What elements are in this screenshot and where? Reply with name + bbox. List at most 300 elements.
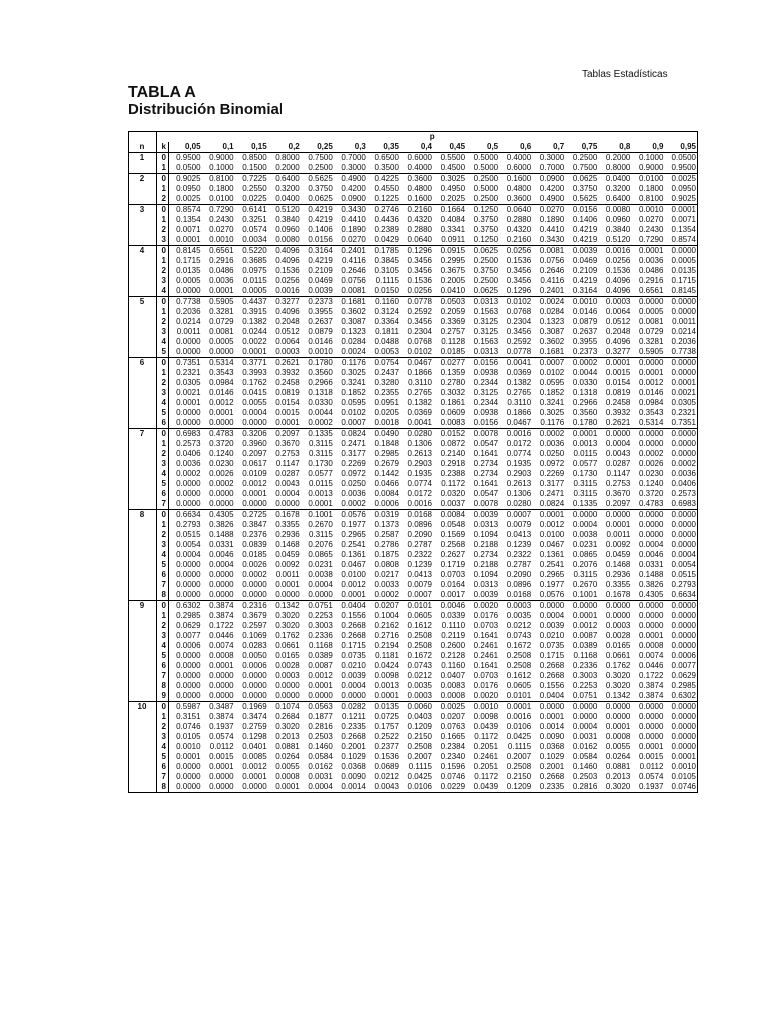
table-row [129, 398, 698, 408]
probability-cell: 0.2903 [506, 469, 532, 478]
probability-cell: 0.1318 [572, 388, 598, 397]
probability-cell: 0.7225 [235, 174, 268, 185]
probability-cell: 0.2001 [539, 762, 565, 771]
probability-cell: 0.4000 [407, 163, 432, 172]
probability-cell: 0.2903 [407, 459, 432, 468]
probability-cell: 0.9500 [664, 163, 697, 174]
probability-cell: 0.0400 [275, 194, 300, 203]
probability-cell: 0.3115 [308, 449, 333, 458]
n-value: 2 [129, 174, 157, 185]
probability-cell: 0.0000 [664, 631, 697, 641]
probability-cell: 0.1641 [473, 449, 499, 458]
probability-cell: 0.2985 [176, 611, 201, 620]
probability-cell: 0.1342 [268, 601, 301, 612]
probability-cell: 0.0002 [209, 479, 234, 488]
probability-cell: 0.3543 [209, 368, 234, 377]
probability-cell: 0.1250 [473, 235, 499, 244]
k-value: 4 [157, 742, 169, 752]
probability-cell: 0.0080 [598, 205, 631, 216]
probability-cell: 0.1211 [342, 712, 366, 721]
probability-cell: 0.2668 [539, 772, 565, 781]
probability-cell: 0.0212 [407, 671, 432, 680]
probability-cell: 0.1240 [638, 479, 664, 488]
probability-cell: 0.1665 [440, 732, 466, 741]
probability-cell: 0.0746 [176, 722, 201, 731]
probability-cell: 0.0951 [374, 398, 399, 407]
probability-cell: 0.4219 [572, 225, 598, 234]
probability-cell: 0.1785 [367, 246, 400, 257]
probability-cell: 0.2668 [539, 661, 565, 670]
probability-cell: 0.1172 [474, 732, 499, 741]
probability-cell: 0.9025 [664, 194, 697, 205]
probability-cell: 0.3200 [275, 184, 300, 193]
probability-cell: 0.0005 [664, 256, 697, 266]
probability-cell: 0.0002 [664, 459, 697, 469]
probability-cell: 0.0079 [407, 580, 432, 589]
probability-cell: 0.2007 [506, 752, 532, 761]
probability-cell: 0.2373 [572, 347, 598, 356]
probability-cell: 0.0001 [209, 286, 234, 295]
probability-cell: 0.5120 [605, 235, 631, 244]
probability-cell: 0.3826 [209, 520, 234, 529]
probability-cell: 0.0488 [374, 337, 399, 346]
probability-cell: 0.4436 [374, 215, 399, 224]
probability-cell: 0.0250 [539, 449, 565, 458]
probability-cell: 0.0081 [638, 317, 664, 326]
probability-cell: 0.0808 [374, 560, 399, 569]
table-row [129, 520, 698, 530]
probability-cell: 0.0000 [242, 691, 267, 700]
probability-cell: 0.3932 [275, 368, 300, 377]
probability-cell: 0.1361 [539, 550, 565, 559]
probability-cell: 0.3955 [308, 307, 333, 316]
n-value: 9 [129, 601, 157, 612]
probability-cell: 0.1335 [572, 499, 598, 508]
probability-cell: 0.0156 [473, 418, 499, 427]
k-value: 4 [157, 337, 169, 347]
table-row [129, 163, 698, 174]
probability-cell: 0.2401 [539, 286, 565, 295]
probability-cell: 0.0000 [176, 661, 201, 670]
probability-cell: 0.2322 [506, 550, 532, 559]
probability-cell: 0.2388 [440, 469, 466, 478]
k-value: 5 [157, 347, 169, 358]
probability-cell: 0.0007 [341, 418, 366, 427]
probability-cell: 0.0004 [605, 439, 631, 448]
probability-cell: 0.0000 [176, 489, 201, 498]
probability-cell: 0.5120 [268, 205, 301, 216]
probability-cell: 0.1004 [374, 611, 399, 620]
probability-cell: 0.2592 [407, 307, 432, 316]
probability-cell: 0.0039 [473, 590, 499, 599]
probability-cell: 0.2780 [440, 378, 466, 387]
probability-cell: 0.0016 [506, 712, 532, 721]
p-value-header: 0,75 [565, 142, 598, 153]
probability-cell: 0.0083 [440, 418, 466, 427]
probability-cell: 0.0156 [466, 358, 499, 369]
probability-cell: 0.2097 [268, 429, 301, 440]
table-row [129, 479, 698, 489]
probability-cell: 0.0467 [400, 358, 433, 369]
document-header: Tablas Estadísticas [582, 69, 668, 80]
probability-cell: 0.1596 [440, 762, 466, 771]
p-value-header: 0,2 [268, 142, 301, 153]
n-value [129, 317, 157, 327]
probability-cell: 0.2188 [473, 560, 499, 569]
probability-cell: 0.1069 [242, 631, 267, 640]
probability-cell: 0.5625 [301, 174, 334, 185]
probability-cell: 0.4219 [572, 235, 598, 244]
probability-cell: 0.0313 [473, 580, 499, 589]
probability-cell: 0.0000 [664, 712, 697, 722]
probability-cell: 0.2076 [308, 540, 333, 549]
probability-cell: 0.0084 [374, 489, 399, 498]
probability-cell: 0.0165 [275, 651, 300, 660]
probability-cell: 0.0469 [308, 276, 333, 285]
probability-cell: 0.9025 [169, 174, 202, 185]
probability-cell: 0.0152 [433, 429, 466, 440]
probability-cell: 0.2965 [539, 570, 565, 579]
probability-cell: 0.2508 [407, 631, 432, 640]
probability-cell: 0.2013 [605, 772, 631, 781]
n-value [129, 631, 157, 641]
probability-cell: 0.7290 [638, 235, 664, 244]
probability-cell: 0.0001 [638, 631, 664, 640]
probability-cell: 0.0000 [664, 297, 697, 308]
probability-cell: 0.1382 [407, 398, 432, 407]
probability-cell: 0.0080 [275, 235, 300, 244]
probability-cell: 0.0000 [209, 347, 234, 356]
probability-cell: 0.2355 [374, 388, 399, 397]
probability-cell: 0.0250 [341, 479, 366, 488]
column-header-row [129, 142, 698, 153]
probability-cell: 0.1722 [209, 621, 234, 630]
probability-cell: 0.0033 [374, 580, 399, 589]
probability-cell: 0.0486 [638, 266, 664, 275]
probability-cell: 0.0331 [638, 560, 664, 569]
probability-cell: 0.0001 [664, 378, 697, 388]
probability-cell: 0.3685 [242, 256, 267, 265]
probability-cell: 0.0041 [499, 358, 532, 369]
probability-cell: 0.3105 [374, 266, 399, 275]
p-value-header: 0,45 [433, 142, 466, 153]
probability-cell: 0.0865 [308, 550, 333, 559]
probability-cell: 0.0548 [440, 520, 466, 529]
probability-cell: 0.0102 [499, 297, 532, 308]
table-row [129, 550, 698, 560]
k-value: 5 [157, 560, 169, 570]
probability-cell: 0.0026 [242, 560, 267, 569]
probability-cell: 0.0035 [506, 611, 532, 620]
probability-cell: 0.2734 [473, 459, 499, 468]
probability-cell: 0.1641 [473, 661, 499, 670]
table-row [129, 297, 698, 308]
probability-cell: 0.3771 [235, 358, 268, 369]
probability-cell: 0.0168 [506, 590, 532, 599]
probability-cell: 0.8000 [605, 163, 631, 172]
probability-cell: 0.0972 [341, 469, 366, 478]
probability-cell: 0.3874 [209, 611, 234, 620]
probability-cell: 0.4900 [334, 174, 367, 185]
probability-cell: 0.0098 [374, 671, 399, 680]
probability-cell: 0.6983 [169, 429, 202, 440]
probability-cell: 0.0469 [572, 256, 598, 265]
probability-cell: 0.0424 [374, 661, 399, 670]
n-value [129, 215, 157, 225]
probability-cell: 0.2269 [539, 469, 565, 478]
probability-cell: 0.2471 [539, 489, 565, 498]
table-row [129, 712, 698, 722]
probability-cell: 0.2621 [268, 358, 301, 369]
probability-cell: 0.3675 [440, 266, 466, 275]
probability-cell: 0.0406 [664, 479, 697, 489]
probability-cell: 0.1000 [209, 163, 234, 172]
probability-cell: 0.0872 [440, 439, 466, 448]
probability-cell: 0.0112 [209, 742, 234, 751]
probability-cell: 0.0013 [374, 681, 399, 690]
probability-cell: 0.0102 [341, 408, 366, 417]
probability-cell: 0.0413 [407, 570, 432, 579]
probability-cell: 0.2336 [572, 661, 598, 670]
probability-cell: 0.0001 [605, 722, 631, 731]
probability-cell: 0.0028 [275, 661, 300, 670]
n-value [129, 449, 157, 459]
probability-cell: 0.0415 [242, 388, 267, 397]
probability-cell: 0.1147 [606, 469, 631, 478]
n-value [129, 479, 157, 489]
probability-cell: 0.2458 [275, 378, 300, 387]
probability-cell: 0.0938 [473, 408, 499, 417]
probability-cell: 0.1681 [539, 347, 565, 356]
probability-cell: 0.0490 [367, 429, 400, 440]
probability-cell: 0.4116 [540, 276, 565, 285]
probability-cell: 0.0729 [209, 317, 234, 326]
probability-cell: 0.2128 [440, 651, 466, 660]
probability-cell: 0.6634 [169, 510, 202, 521]
table-row [129, 276, 698, 286]
probability-cell: 0.3115 [573, 479, 598, 488]
k-value: 1 [157, 256, 169, 266]
probability-cell: 0.0577 [572, 459, 598, 468]
probability-cell: 0.0000 [209, 499, 234, 508]
probability-cell: 0.4096 [268, 246, 301, 257]
table-row [129, 742, 698, 752]
probability-cell: 0.4200 [539, 184, 565, 193]
probability-cell: 0.7000 [539, 163, 565, 172]
probability-cell: 0.0011 [664, 317, 697, 327]
probability-cell: 0.2716 [374, 631, 399, 640]
probability-cell: 0.0008 [209, 651, 234, 660]
n-value [129, 621, 157, 631]
probability-cell: 0.3874 [638, 691, 664, 700]
k-value: 6 [157, 489, 169, 499]
probability-cell: 0.0092 [605, 540, 631, 549]
probability-cell: 0.0000 [209, 590, 234, 599]
probability-cell: 0.4219 [308, 256, 333, 265]
probability-cell: 0.0547 [473, 439, 499, 448]
probability-cell: 0.3826 [638, 580, 664, 589]
probability-cell: 0.0574 [209, 732, 234, 741]
probability-cell: 0.0413 [506, 530, 532, 539]
probability-cell: 0.0217 [374, 570, 399, 579]
probability-cell: 0.3993 [242, 368, 267, 377]
k-value: 0 [157, 153, 169, 164]
probability-cell: 0.0256 [605, 256, 631, 265]
probability-cell: 0.0003 [407, 691, 432, 700]
probability-cell: 0.2048 [605, 327, 631, 336]
probability-cell: 0.0000 [209, 570, 234, 579]
probability-cell: 0.0115 [242, 276, 267, 285]
probability-cell: 0.2001 [341, 742, 366, 751]
probability-cell: 0.3670 [605, 489, 631, 498]
probability-cell: 0.0000 [176, 691, 201, 700]
probability-cell: 0.3251 [242, 215, 267, 224]
probability-cell: 0.1115 [408, 762, 432, 771]
probability-cell: 0.0515 [664, 570, 697, 580]
probability-cell: 0.0064 [275, 337, 300, 346]
probability-cell: 0.0231 [308, 560, 333, 569]
probability-cell: 0.0270 [638, 215, 664, 224]
probability-cell: 0.6141 [235, 205, 268, 216]
probability-cell: 0.0005 [176, 276, 201, 285]
table-row [129, 418, 698, 429]
probability-cell: 0.0515 [176, 530, 201, 539]
probability-cell: 0.6000 [506, 163, 532, 172]
probability-cell: 0.0034 [242, 235, 267, 244]
probability-cell: 0.0005 [242, 286, 267, 295]
probability-cell: 0.3151 [176, 712, 201, 721]
n-value [129, 611, 157, 621]
probability-cell: 0.0102 [539, 368, 565, 377]
probability-cell: 0.0000 [275, 691, 300, 700]
table-row [129, 560, 698, 570]
probability-cell: 0.4200 [341, 184, 366, 193]
probability-cell: 0.1890 [341, 225, 366, 234]
probability-cell: 0.0003 [275, 347, 300, 356]
probability-cell: 0.1935 [506, 459, 532, 468]
probability-cell: 0.1000 [638, 153, 664, 162]
probability-cell: 0.2679 [374, 459, 399, 468]
probability-cell: 0.0005 [209, 337, 234, 346]
probability-cell: 0.8000 [275, 153, 300, 162]
k-value: 1 [157, 215, 169, 225]
probability-cell: 0.1209 [499, 782, 532, 793]
probability-cell: 0.1715 [664, 276, 697, 286]
probability-cell: 0.0164 [440, 580, 466, 589]
probability-cell: 0.0004 [301, 782, 334, 793]
probability-cell: 0.3020 [605, 681, 631, 690]
probability-cell: 0.0001 [565, 429, 598, 440]
probability-cell: 0.0074 [638, 651, 664, 660]
probability-cell: 0.2160 [506, 235, 532, 244]
probability-cell: 0.0008 [275, 772, 300, 781]
probability-cell: 0.0661 [605, 651, 631, 660]
table-row [129, 194, 698, 205]
probability-cell: 0.1719 [440, 560, 466, 569]
k-value: 2 [157, 378, 169, 388]
p-label: p [169, 132, 698, 143]
n-value [129, 163, 157, 174]
probability-cell: 0.1168 [573, 651, 598, 660]
probability-cell: 0.0547 [473, 489, 499, 498]
probability-cell: 0.4096 [275, 256, 300, 265]
probability-cell: 0.0212 [506, 621, 532, 630]
probability-cell: 0.0305 [176, 378, 201, 387]
probability-cell: 0.0012 [572, 621, 598, 630]
probability-cell: 0.0165 [605, 641, 631, 650]
probability-cell: 0.1722 [638, 671, 664, 680]
probability-cell: 0.3720 [209, 439, 234, 448]
probability-cell: 0.0002 [565, 358, 598, 369]
probability-cell: 0.0768 [506, 307, 532, 316]
probability-cell: 0.0000 [638, 732, 664, 741]
probability-cell: 0.0330 [572, 378, 598, 387]
probability-cell: 0.0000 [638, 712, 664, 721]
probability-cell: 0.2389 [374, 225, 399, 234]
probability-cell: 0.0503 [433, 297, 466, 308]
probability-cell: 0.0576 [539, 590, 565, 599]
probability-cell: 0.2508 [407, 641, 432, 650]
probability-cell: 0.0617 [242, 459, 267, 468]
probability-cell: 0.1861 [440, 398, 466, 407]
probability-cell: 0.0287 [275, 469, 300, 478]
probability-cell: 0.0011 [176, 327, 201, 336]
probability-cell: 0.0000 [664, 611, 697, 621]
probability-cell: 0.1359 [440, 368, 466, 377]
probability-cell: 0.2541 [341, 540, 366, 549]
table-row [129, 439, 698, 449]
probability-cell: 0.0002 [242, 570, 267, 579]
probability-cell: 0.0512 [275, 327, 300, 336]
probability-cell: 0.2985 [374, 449, 399, 458]
n-value [129, 408, 157, 418]
probability-cell: 0.0004 [341, 681, 366, 690]
probability-cell: 0.0751 [301, 601, 334, 612]
table-row [129, 307, 698, 317]
probability-cell: 0.0000 [209, 489, 234, 498]
probability-cell: 0.0819 [275, 388, 300, 397]
probability-cell: 0.2500 [308, 163, 333, 172]
probability-cell: 0.1890 [539, 215, 565, 224]
p-value-header: 0,9 [631, 142, 664, 153]
probability-cell: 0.3430 [334, 205, 367, 216]
probability-cell: 0.0000 [664, 358, 697, 369]
probability-cell: 0.2621 [605, 418, 631, 427]
probability-cell: 0.2500 [473, 276, 499, 285]
probability-cell: 0.0207 [367, 601, 400, 612]
probability-cell: 0.3115 [308, 530, 333, 539]
probability-cell: 0.5000 [473, 184, 499, 193]
probability-cell: 0.0950 [176, 184, 201, 193]
probability-cell: 0.0574 [242, 225, 267, 234]
probability-cell: 0.0071 [664, 215, 697, 225]
probability-cell: 0.3025 [341, 368, 366, 377]
probability-cell: 0.0046 [638, 550, 664, 559]
probability-cell: 0.3847 [242, 520, 267, 529]
table-row [129, 215, 698, 225]
probability-cell: 0.3341 [440, 225, 466, 234]
probability-cell: 0.0090 [341, 772, 366, 781]
probability-cell: 0.5987 [169, 702, 202, 713]
probability-cell: 0.0036 [341, 489, 366, 498]
probability-cell: 0.3025 [433, 174, 466, 185]
n-value [129, 651, 157, 661]
probability-cell: 0.0150 [374, 286, 399, 295]
probability-cell: 0.0000 [209, 691, 234, 700]
probability-cell: 0.7351 [664, 418, 697, 429]
probability-cell: 0.4096 [605, 286, 631, 295]
table-row [129, 651, 698, 661]
